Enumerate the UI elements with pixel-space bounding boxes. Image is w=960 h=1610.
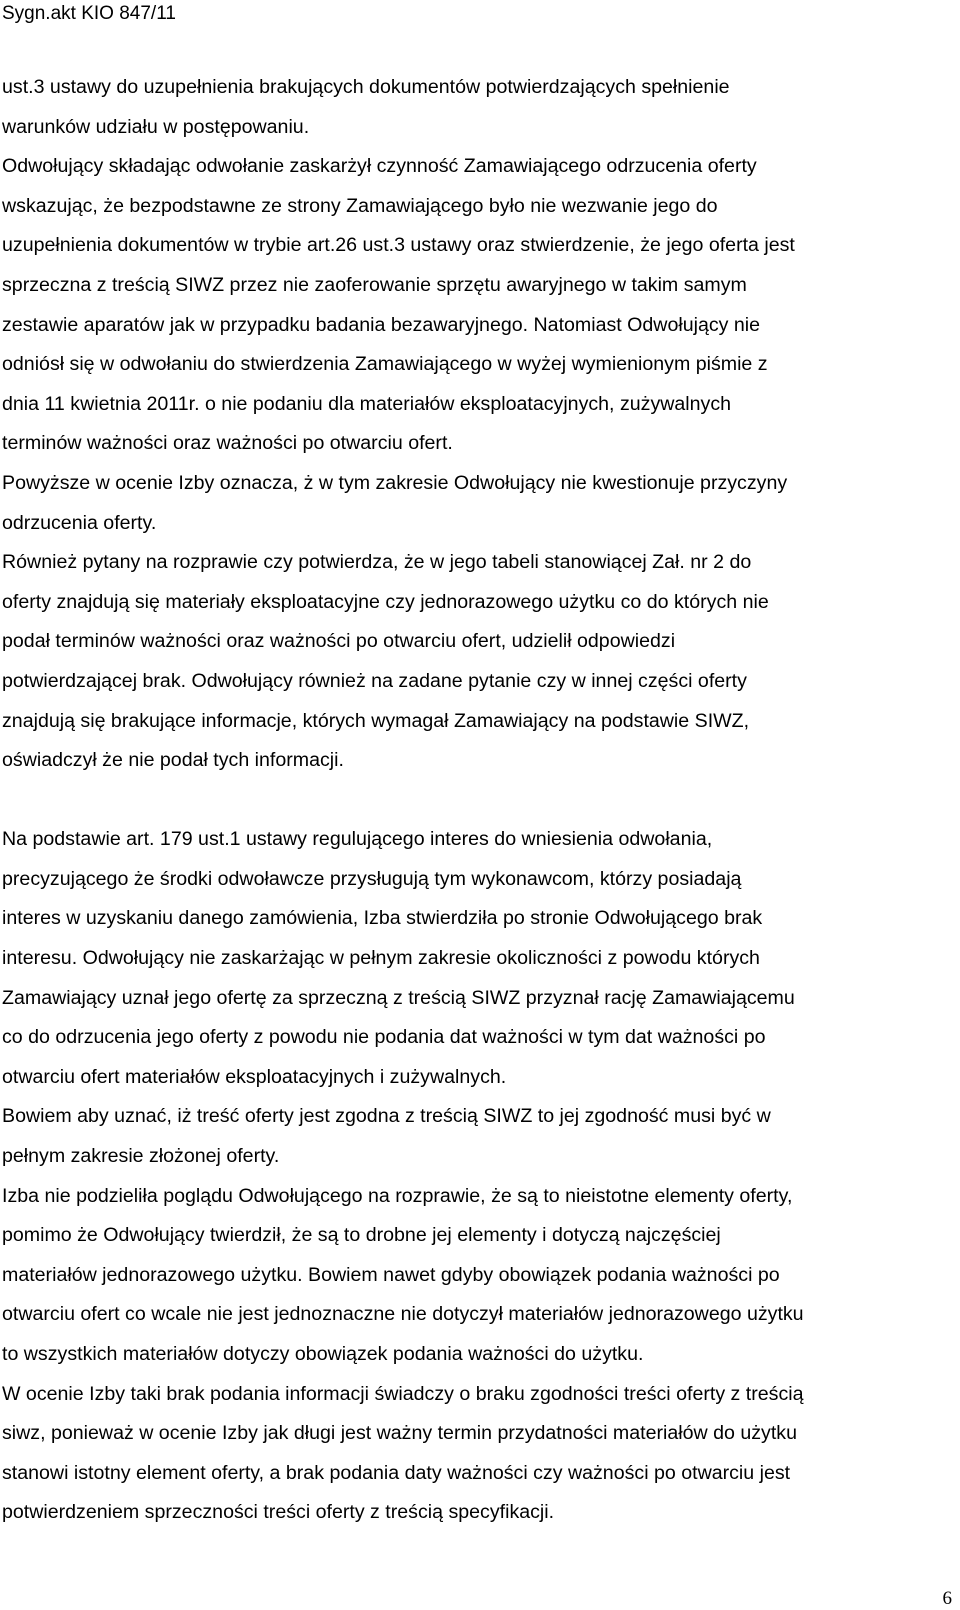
text-line: Powyższe w ocenie Izby oznacza, ż w tym zakresie Odwołujący nie kwestionuje przyczyny <box>2 471 788 494</box>
text-line: interes w uzyskaniu danego zamówienia, Izba stwierdziła po stronie Odwołującego brak <box>2 907 763 930</box>
text-line: Bowiem aby uznać, iż treść oferty jest zgodna z treścią SIWZ to jej zgodność musi być w <box>2 1105 771 1128</box>
text-line: co do odrzucenia jego oferty z powodu nie podania dat ważności w tym dat ważności po <box>2 1026 766 1049</box>
text-line: pełnym zakresie złożonej oferty. <box>2 1145 280 1168</box>
text-line: otwarciu ofert co wcale nie jest jednoznaczne nie dotyczył materiałów jednorazowego użytku <box>2 1303 804 1326</box>
text-line: oferty znajdują się materiały eksploatacyjne czy jednorazowego użytku co do których nie <box>2 590 769 613</box>
text-line: ust.3 ustawy do uzupełnienia brakujących dokumentów potwierdzających spełnienie <box>2 76 730 98</box>
text-line: Zamawiający uznał jego ofertę za sprzeczną z treścią SIWZ przyznał rację Zamawiającemu <box>2 986 795 1009</box>
text-line: dnia 11 kwietnia 2011r. o nie podaniu dla materiałów eksploatacyjnych, zużywalnych <box>2 392 732 415</box>
text-line: potwierdzającej brak. Odwołujący również na zadane pytanie czy w innej części oferty <box>2 669 747 692</box>
text-line: stanowi istotny element oferty, a brak podania daty ważności czy ważności po otwarciu jest <box>2 1461 791 1484</box>
text-line: siwz, ponieważ w ocenie Izby jak długi jest ważny termin przydatności materiałów do użytku <box>2 1422 797 1445</box>
text-line: interesu. Odwołujący nie zaskarżając w pełnym zakresie okoliczności z powodu których <box>2 947 760 970</box>
text-line: odniósł się w odwołaniu do stwierdzenia Zamawiającego w wyżej wymienionym piśmie z <box>2 353 768 376</box>
text-line: odrzucenia oferty. <box>2 511 157 534</box>
text-line: pomimo że Odwołujący twierdził, że są to drobne jej elementy i dotyczą najczęściej <box>2 1224 721 1247</box>
text-line: terminów ważności oraz ważności po otwarciu ofert. <box>2 432 453 455</box>
text-line: Na podstawie art. 179 ust.1 ustawy regulującego interes do wniesienia odwołania, <box>2 828 713 851</box>
text-line: Izba nie podzieliła poglądu Odwołującego na rozprawie, że są to nieistotne elementy oferty, <box>2 1184 793 1207</box>
text-line: Również pytany na rozprawie czy potwierdza, że w jego tabeli stanowiącej Zał. nr 2 do <box>2 551 752 574</box>
text-line: precyzującego że środki odwoławcze przysługują tym wykonawcom, którzy posiadają <box>2 867 742 890</box>
text-line: otwarciu ofert materiałów eksploatacyjnych i zużywalnych. <box>2 1065 507 1088</box>
text-line: W ocenie Izby taki brak podania informacji świadczy o braku zgodności treści oferty z treścią <box>2 1382 804 1405</box>
text-line: zestawie aparatów jak w przypadku badania bezawaryjnego. Natomiast Odwołujący nie <box>2 313 761 336</box>
text-line: warunków udziału w postępowaniu. <box>2 115 310 138</box>
text-line: wskazując, że bezpodstawne ze strony Zamawiającego było nie wezwanie jego do <box>2 194 718 217</box>
text-line: sprzeczna z treścią SIWZ przez nie zaoferowanie sprzętu awaryjnego w takim samym <box>2 273 747 296</box>
text-line: to wszystkich materiałów dotyczy obowiązek podania ważności do użytku. <box>2 1343 644 1365</box>
case-reference: Sygn.akt KIO 847/11 <box>2 3 176 24</box>
blank-line <box>2 781 952 821</box>
text-line: oświadczył że nie podał tych informacji. <box>2 749 344 772</box>
page-number: 6 <box>942 1588 952 1609</box>
document-body <box>2 68 952 1533</box>
text-line: znajdują się brakujące informacje, których wymagał Zamawiający na podstawie SIWZ, <box>2 709 750 732</box>
text-line: podał terminów ważności oraz ważności po otwarciu ofert, udzielił odpowiedzi <box>2 630 676 653</box>
text-line: uzupełnienia dokumentów w trybie art.26 ust.3 ustawy oraz stwierdzenie, że jego oferta jest <box>2 234 795 257</box>
text-line: Odwołujący składając odwołanie zaskarżył czynność Zamawiającego odrzucenia oferty <box>2 155 757 178</box>
text-line: potwierdzeniem sprzeczności treści oferty z treścią specyfikacji. <box>2 1501 555 1524</box>
text-line: materiałów jednorazowego użytku. Bowiem nawet gdyby obowiązek podania ważności po <box>2 1263 780 1286</box>
